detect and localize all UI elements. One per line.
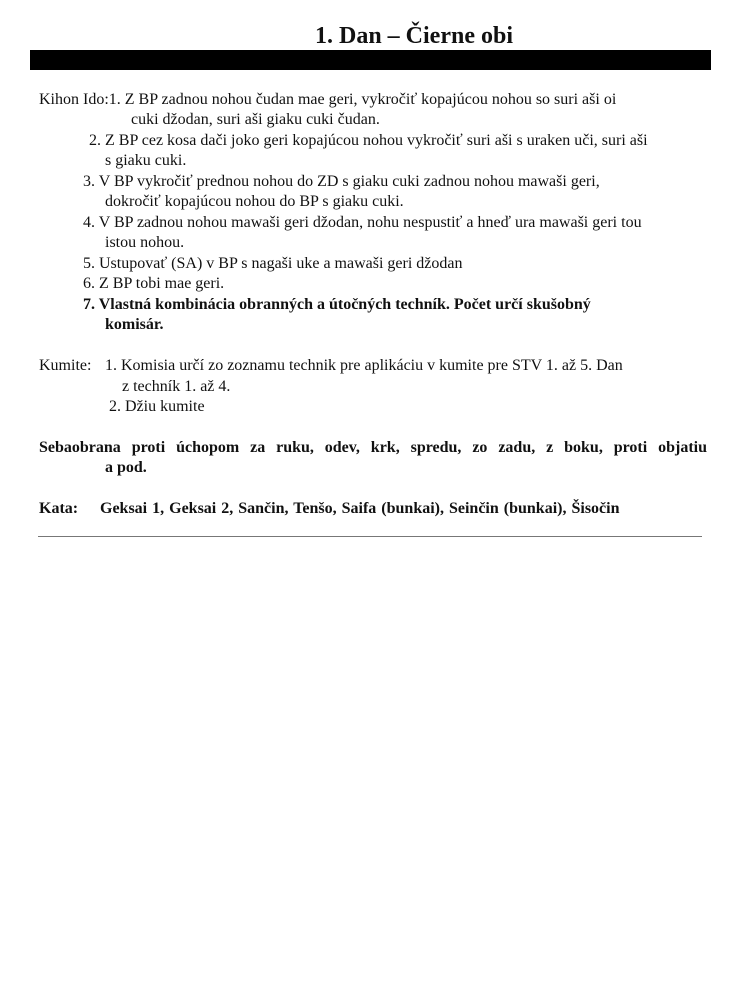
title-bar-divider [30, 50, 711, 70]
kihon-ido-item-1-line1 [39, 90, 616, 110]
kumite-item-1-line2: z techník 1. až 4. [122, 378, 231, 395]
kihon-ido-item-2-line2: s giaku cuki. [105, 152, 187, 169]
page-title: 1. Dan – Čierne obi [315, 23, 513, 49]
kihon-ido-item-1-text: 1. Z BP zadnou nohou čudan mae geri, vykročiť kopajúcou nohou so suri aši oi [108, 91, 617, 108]
kata-label: Kata: [39, 500, 79, 517]
sebaobrana-line1: Sebaobrana proti úchopom za ruku, odev, krk, spredu, zo zadu, z boku, proti objatiu [39, 439, 707, 456]
kihon-ido-item-3-line2: dokročiť kopajúcou nohou do BP s giaku cuki. [105, 193, 404, 210]
kihon-ido-item-4-line2: istou nohou. [105, 234, 185, 251]
kumite-label: Kumite: [39, 357, 92, 374]
bottom-rule-divider [38, 536, 702, 537]
kihon-ido-item-7-line2: komisár. [105, 316, 164, 333]
kihon-ido-item-5: 5. Ustupovať (SA) v BP s nagaši uke a mawaši geri džodan [83, 255, 463, 272]
kihon-ido-item-1-line2: cuki džodan, suri aši giaku cuki čudan. [131, 111, 380, 128]
kumite-item-1-line1: 1. Komisia určí zo zoznamu technik pre aplikáciu v kumite pre STV 1. až 5. Dan [105, 357, 623, 374]
kihon-ido-item-4-line1: 4. V BP zadnou nohou mawaši geri džodan, nohu nespustiť a hneď ura mawaši geri tou [83, 214, 642, 231]
kihon-ido-label: Kihon Ido: [39, 91, 109, 108]
kumite-item-2: 2. Džiu kumite [109, 398, 205, 415]
kata-list: Geksai 1, Geksai 2, Sančin, Tenšo, Saifa (bunkai), Seinčin (bunkai), Šisočin [100, 500, 620, 517]
kihon-ido-item-3-line1: 3. V BP vykročiť prednou nohou do ZD s giaku cuki zadnou nohou mawaši geri, [83, 173, 600, 190]
kihon-ido-item-2-line1: 2. Z BP cez kosa dači joko geri kopajúcou nohou vykročiť suri aši s uraken uči, suri aši [89, 132, 648, 149]
sebaobrana-line2: a pod. [105, 459, 147, 476]
kihon-ido-item-7-line1: 7. Vlastná kombinácia obranných a útočných techník. Počet určí skušobný [83, 296, 591, 313]
kihon-ido-item-6: 6. Z BP tobi mae geri. [83, 275, 225, 292]
